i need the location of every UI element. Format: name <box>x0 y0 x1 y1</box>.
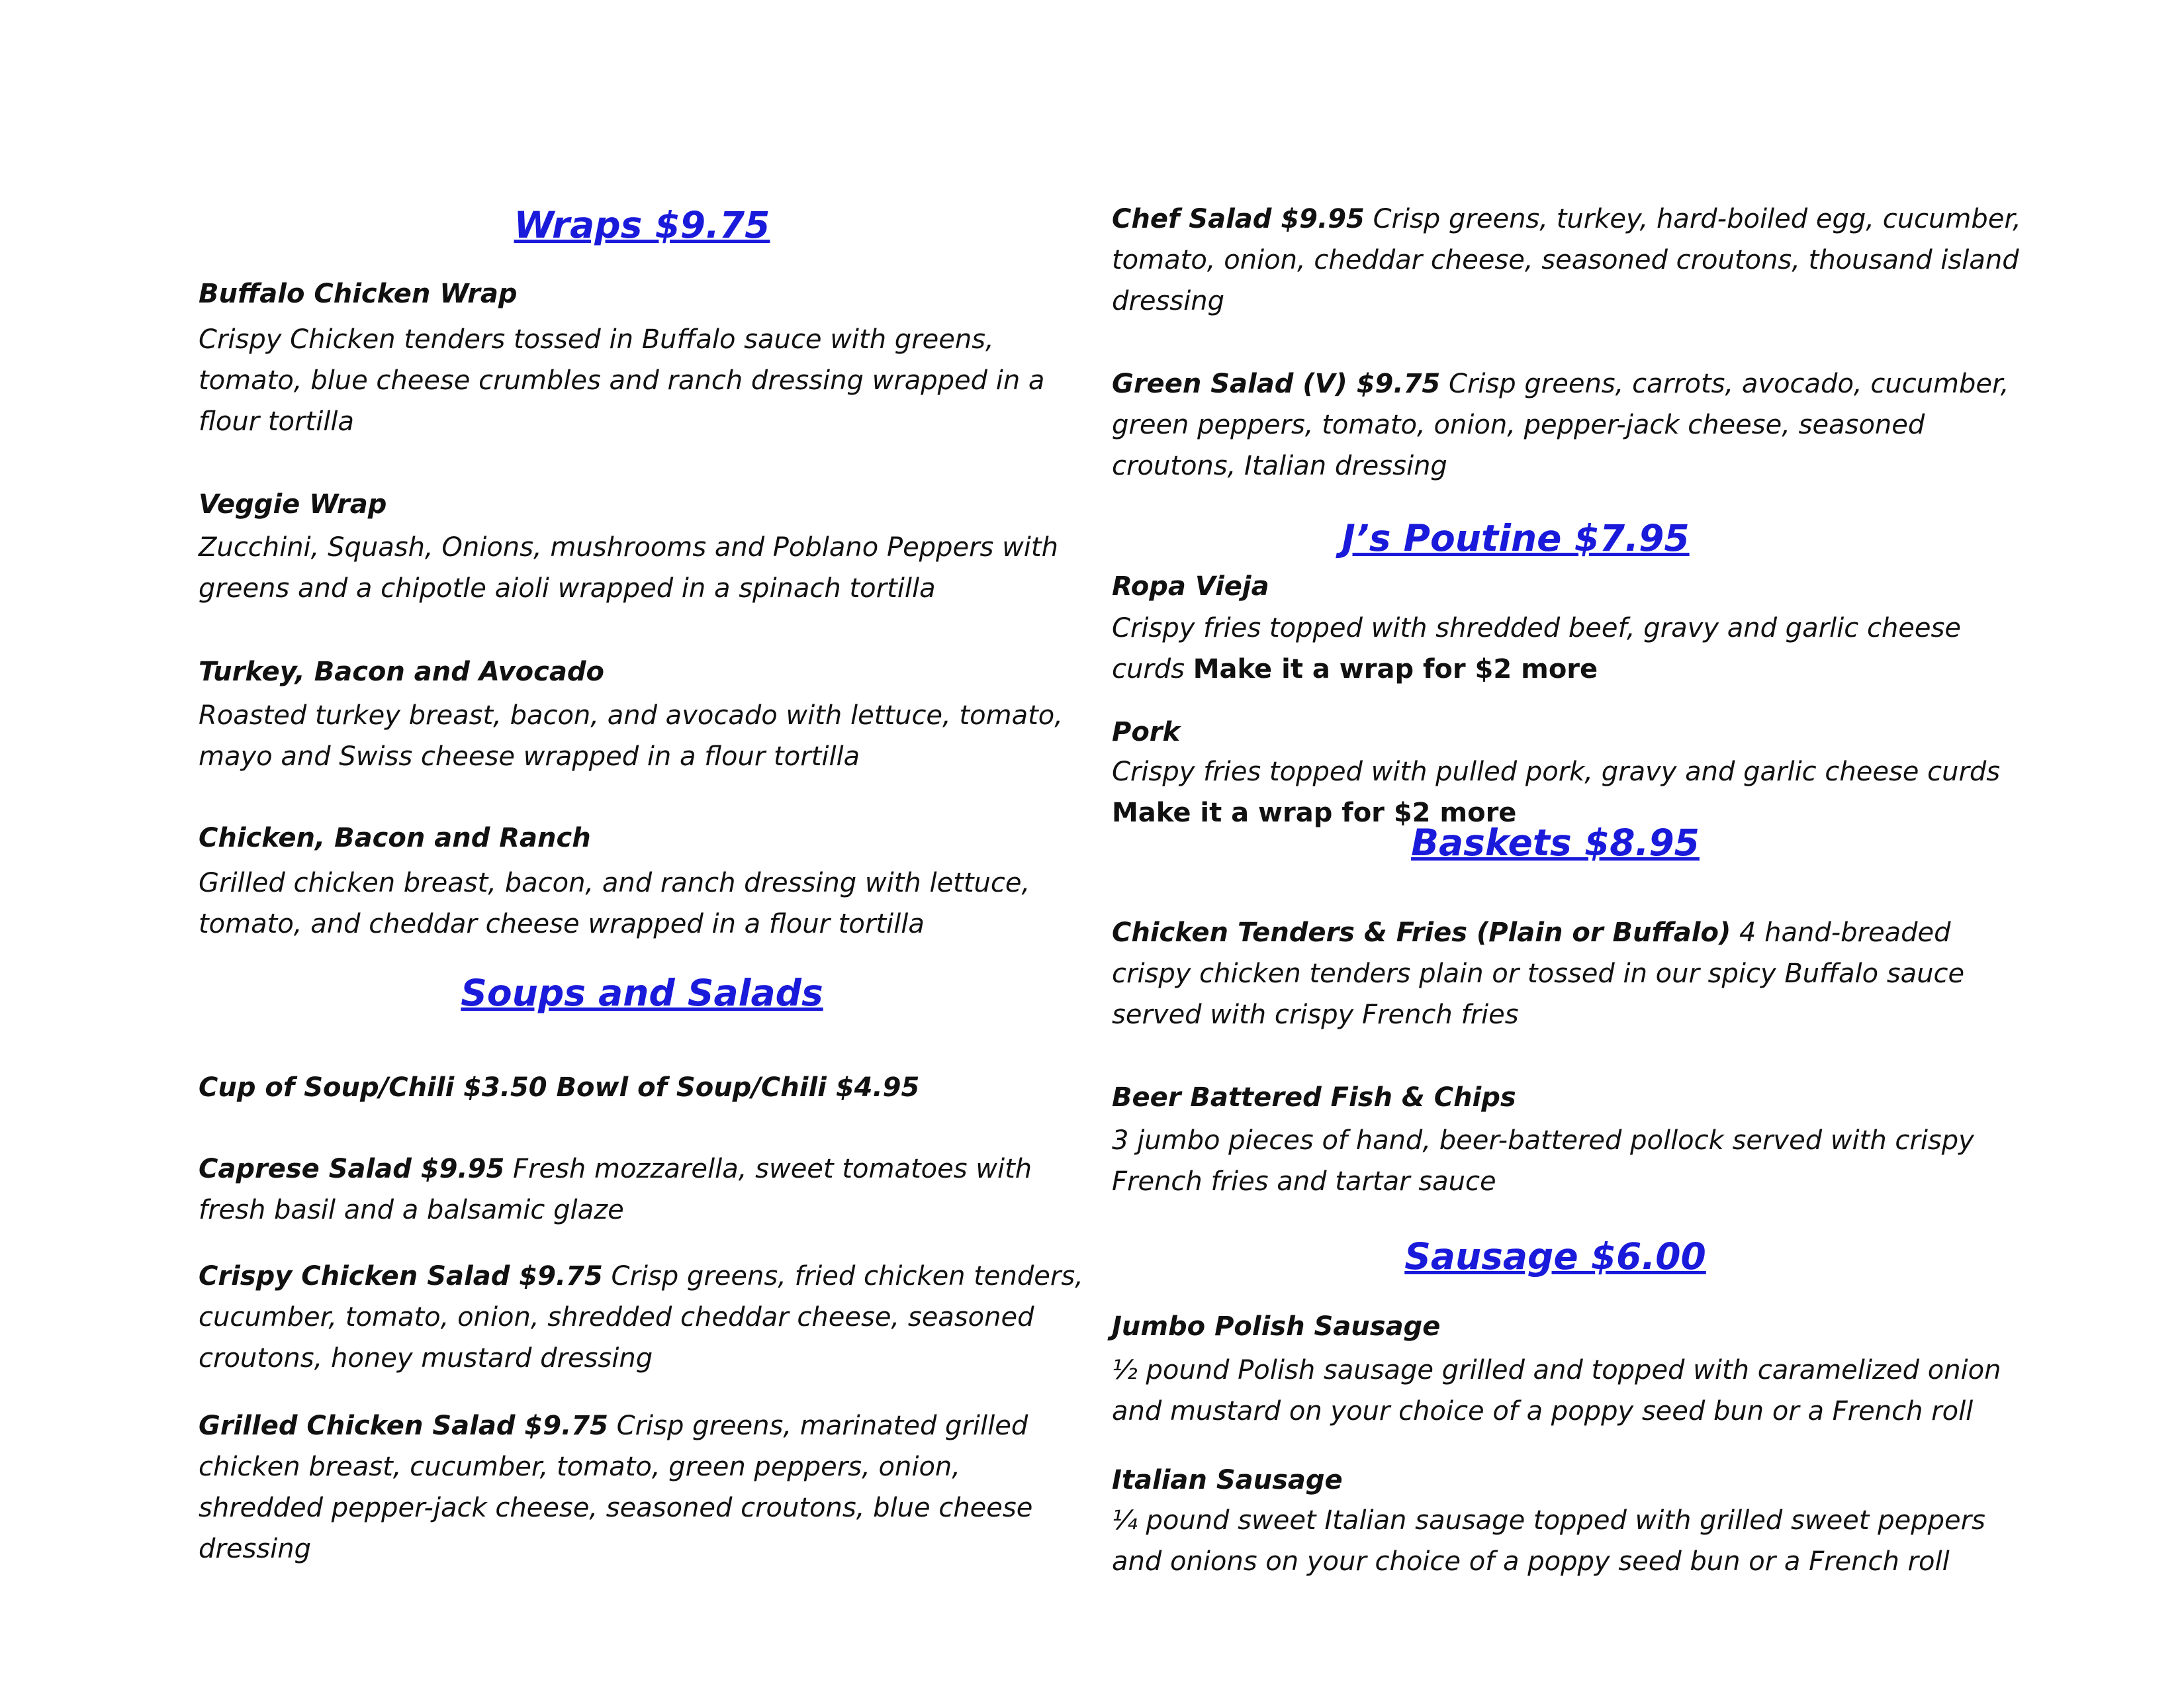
buffalo-chicken-wrap-name: Buffalo Chicken Wrap <box>199 279 518 309</box>
grilled-chicken-salad-name: Grilled Chicken Salad $9.75 <box>199 1411 608 1441</box>
wraps-heading: Wraps $9.75 <box>514 204 770 246</box>
caprese-salad-desc: Fresh mozzarella, sweet tomatoes with fresh basil and a balsamic glaze <box>199 1154 1032 1225</box>
chicken-tenders-item <box>1112 912 2025 1035</box>
soups-salads-heading: Soups and Salads <box>461 972 823 1014</box>
pork-name: Pork <box>1112 717 1181 747</box>
soup-chili-prices: Cup of Soup/Chili $3.50 Bowl of Soup/Chili $4.95 <box>199 1072 920 1103</box>
pork-desc: Crispy fries topped with pulled pork, gravy and garlic cheese curds <box>1112 757 2001 787</box>
chicken-bacon-ranch-desc: Grilled chicken breast, bacon, and ranch dressing with lettuce, tomato, and cheddar cheese wrapped in a flour tortilla <box>199 868 1030 939</box>
chef-salad-desc: Crisp greens, turkey, hard-boiled egg, cucumber, tomato, onion, cheddar cheese, seasoned croutons, thousand island dressing <box>1112 204 2021 316</box>
grilled-chicken-salad-desc: Crisp greens, marinated grilled chicken breast, cucumber, tomato, green peppers, onion, shredded pepper-jack cheese, seasoned croutons, blue cheese dressing <box>199 1411 1033 1564</box>
caprese-salad-item <box>199 1149 1085 1231</box>
green-salad-desc: Crisp greens, carrots, avocado, cucumber, green peppers, tomato, onion, pepper-jack cheese, seasoned croutons, Italian dressing <box>1112 369 2009 481</box>
chef-salad-name: Chef Salad $9.95 <box>1112 204 1365 234</box>
sausage-heading: Sausage $6.00 <box>1404 1235 1706 1278</box>
pork-wrap-upgrade: Make it a wrap for $2 more <box>1112 798 1517 828</box>
veggie-wrap-name: Veggie Wrap <box>199 489 387 520</box>
grilled-chicken-salad-item <box>199 1405 1085 1570</box>
ropa-vieja-item <box>1112 608 2025 690</box>
green-salad-item <box>1112 363 2025 487</box>
turkey-bacon-avocado-name: Turkey, Bacon and Avocado <box>199 657 604 687</box>
italian-sausage-name: Italian Sausage <box>1112 1465 1343 1495</box>
crispy-chicken-salad-desc: Crisp greens, fried chicken tenders, cucumber, tomato, onion, shredded cheddar cheese, seasoned croutons, honey mustard dressing <box>199 1261 1083 1374</box>
ropa-vieja-name: Ropa Vieja <box>1112 571 1269 602</box>
fish-chips-name: Beer Battered Fish & Chips <box>1112 1082 1516 1113</box>
baskets-heading: Baskets $8.95 <box>1411 821 1700 864</box>
italian-sausage-desc: ¼ pound sweet Italian sausage topped with grilled sweet peppers and onions on your choice of a poppy seed bun or a French roll <box>1112 1505 1985 1577</box>
poutine-heading: J’s Poutine $7.95 <box>1342 517 1690 559</box>
ropa-vieja-wrap-upgrade: Make it a wrap for $2 more <box>1193 654 1598 684</box>
crispy-chicken-salad-item <box>199 1256 1085 1379</box>
green-salad-name: Green Salad (V) $9.75 <box>1112 369 1441 399</box>
chicken-tenders-desc: 4 hand-breaded crispy chicken tenders plain or tossed in our spicy Buffalo sauce served with crispy French fries <box>1112 917 1965 1030</box>
chicken-tenders-name: Chicken Tenders & Fries (Plain or Buffalo) <box>1112 917 1731 948</box>
polish-sausage-desc: ½ pound Polish sausage grilled and topped with caramelized onion and mustard on your choice of a poppy seed bun or a French roll <box>1112 1355 2001 1427</box>
veggie-wrap-desc: Zucchini, Squash, Onions, mushrooms and Poblano Peppers with greens and a chipotle aioli wrapped in a spinach tortilla <box>199 532 1058 604</box>
buffalo-chicken-wrap-desc: Crispy Chicken tenders tossed in Buffalo sauce with greens, tomato, blue cheese crumbles and ranch dressing wrapped in a flour tortilla <box>199 324 1045 437</box>
chef-salad-item <box>1112 199 2025 322</box>
ropa-vieja-desc: Crispy fries topped with shredded beef, gravy and garlic cheese curds <box>1112 613 1961 684</box>
chicken-bacon-ranch-name: Chicken, Bacon and Ranch <box>199 823 591 853</box>
fish-chips-desc: 3 jumbo pieces of hand, beer-battered pollock served with crispy French fries and tartar sauce <box>1112 1125 1974 1197</box>
caprese-salad-name: Caprese Salad $9.95 <box>199 1154 505 1184</box>
polish-sausage-name: Jumbo Polish Sausage <box>1112 1311 1441 1342</box>
crispy-chicken-salad-name: Crispy Chicken Salad $9.75 <box>199 1261 603 1291</box>
turkey-bacon-avocado-desc: Roasted turkey breast, bacon, and avocado with lettuce, tomato, mayo and Swiss cheese wrapped in a flour tortilla <box>199 700 1063 772</box>
